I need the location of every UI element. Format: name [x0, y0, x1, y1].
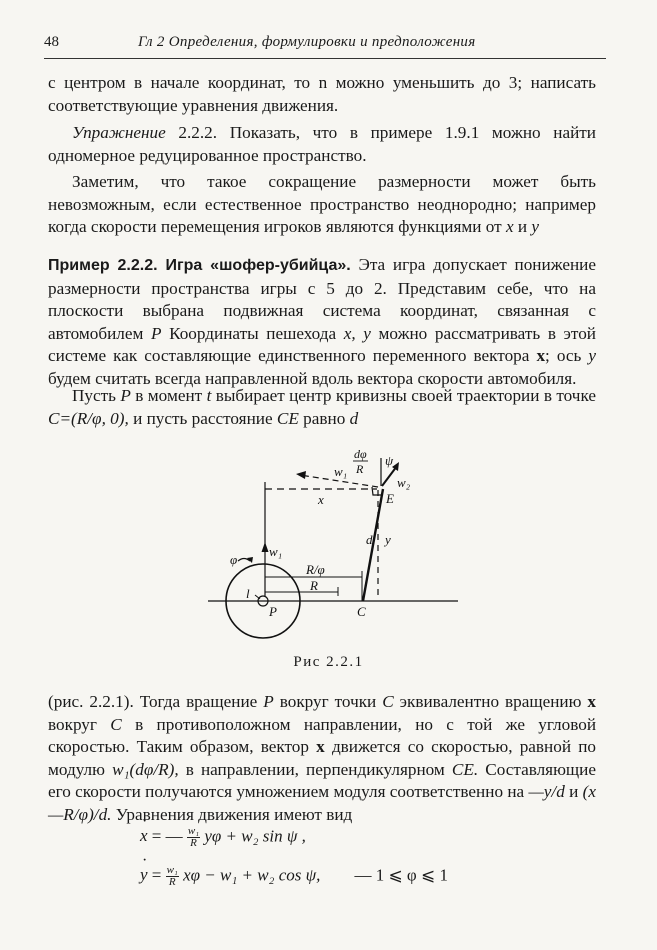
- p4-xbold: x: [536, 346, 546, 365]
- label-w1-top: w₁: [334, 464, 348, 479]
- p6-comp2: (x—R/φ)/d.: [48, 782, 596, 824]
- exercise-text: 2.2.2. Показать, что в примере 1.9.1 можно найти одномерное редуцированное пространство.: [48, 123, 596, 165]
- eq2-rest: xφ − w₁ + w₂ cos ψ,: [178, 865, 321, 885]
- page-number: 48: [44, 34, 59, 50]
- p5-t: t: [206, 386, 212, 405]
- p4-t4: ; ось: [545, 346, 589, 365]
- eq1-rest: yφ + w₂ sin ψ ,: [200, 826, 306, 846]
- label-psi: ψ: [385, 453, 394, 468]
- p4-t5: будем считать всегда направленной вдоль вектора скорости автомобиля.: [48, 368, 577, 388]
- running-title: Гл 2 Определения, формулировки и предположения: [138, 34, 476, 50]
- eq1-frac-den: R: [190, 837, 197, 849]
- p6-t6: движется со скоростью, равной по модулю: [48, 737, 596, 779]
- w1-arrow: [262, 542, 269, 552]
- label-R-over-phi: R/φ: [306, 562, 325, 577]
- p6-t5: в противоположном направлении, но с той же угловой скоростью. Таким образом, вектор: [48, 714, 597, 756]
- figure-2-2-1: [200, 440, 540, 650]
- eq1-fraction: [187, 826, 200, 849]
- eq1-eqsign: = —: [147, 826, 187, 846]
- p6-comp1: —y/d: [528, 782, 565, 801]
- example-paragraph: [48, 254, 596, 390]
- eq2-constraint: — 1 ⩽ φ ⩽ 1: [354, 865, 448, 885]
- right-angle-mark: [372, 487, 381, 495]
- label-w1-left: w₁: [269, 544, 283, 559]
- p6-t10: Уравнения движения имеют вид: [111, 804, 353, 824]
- p4-t3: можно рассматривать в этой системе как составляющие единственного переменного вектора: [48, 323, 597, 365]
- p5-t3: выбирает центр кривизны своей траектории в точке: [211, 386, 596, 405]
- p6-t9: и: [564, 782, 583, 801]
- w2-arrow-line: [382, 466, 397, 486]
- p3-and: и: [513, 217, 532, 236]
- figure-caption: Рис 2.2.1: [293, 654, 364, 670]
- p6-C: C: [382, 692, 394, 711]
- label-R: R: [310, 578, 318, 593]
- velocity-arrowhead: [296, 471, 306, 479]
- p4-t2: Координаты пешехода: [161, 323, 344, 343]
- label-C: C: [357, 604, 366, 619]
- eq2-frac-num: w₁: [166, 864, 178, 876]
- eq2-frac-den: R: [168, 876, 176, 888]
- label-phi-arc: φ: [230, 552, 238, 567]
- eq2-lhs: · y: [140, 865, 148, 885]
- exercise-paragraph: [48, 122, 596, 167]
- label-R-frac: R: [356, 462, 364, 476]
- p4-y: y: [588, 346, 597, 365]
- eq1-lhs: · x: [140, 826, 148, 846]
- p3-var-x: x: [505, 217, 514, 236]
- p5-C: C=(R/φ, 0),: [48, 408, 129, 428]
- header-rule: [44, 58, 606, 59]
- p3-var-y: y: [531, 217, 540, 236]
- p5-d: d: [349, 408, 359, 428]
- label-x: x: [318, 492, 324, 507]
- p6-t4: вокруг: [48, 714, 111, 734]
- p6-t8: Составляющие его скорости получаются умножением модуля соответственно на: [48, 759, 596, 801]
- p4-P: P: [150, 323, 162, 343]
- paragraph-6: [48, 691, 596, 826]
- p5-P: P: [120, 386, 131, 405]
- p6-xbold: x: [587, 692, 597, 711]
- p6-P: P: [263, 692, 274, 711]
- eq2-fraction: [166, 865, 179, 888]
- paragraph-3: [48, 171, 596, 239]
- p5-t2: в момент: [130, 386, 207, 405]
- p3-text: Заметим, что такое сокращение размерности может быть невозможным, если естественное пространство неоднородно; например когда скорости перемещения игроков являются функциями от: [48, 172, 596, 236]
- label-E: E: [386, 491, 394, 506]
- example-heading: Пример 2.2.2. Игра «шофер-убийца».: [48, 257, 351, 274]
- p6-t7: в направлении, перпендикулярном: [178, 759, 452, 779]
- p5-CE: CE: [276, 408, 299, 428]
- equation-2: [140, 865, 448, 888]
- p5-t4: и пусть расстояние: [128, 408, 277, 428]
- exercise-label: Упражнение: [72, 123, 166, 142]
- label-d: d: [366, 532, 373, 547]
- p4-t1: Эта игра допускает понижение размерности пространства игры с 5 до 2. Представим себе, что на плоскости выбрана подвижная система координат, связанная с автомобилем: [48, 255, 597, 343]
- label-dphi: dφ: [354, 447, 367, 461]
- equation-1: [140, 826, 306, 849]
- eq1-frac-num: w₁: [187, 825, 200, 837]
- p5-t1: Пусть: [72, 386, 121, 405]
- eq2-eqsign: =: [147, 865, 166, 885]
- label-l: l: [246, 586, 250, 601]
- p6-C2: C: [110, 714, 122, 734]
- p6-CE: CE.: [451, 759, 479, 779]
- paragraph-5: [48, 385, 596, 430]
- p6-t2: вокруг точки: [273, 692, 383, 711]
- p4-xy: x, y: [343, 323, 371, 343]
- p6-xbold2: x: [316, 737, 325, 756]
- p6-t3: эквивалентно вращению: [393, 692, 588, 711]
- p6-speed: w₁(dφ/R),: [112, 759, 179, 779]
- running-header: [44, 30, 604, 56]
- p6-t1: (рис. 2.2.1). Тогда вращение: [48, 692, 264, 711]
- label-w2: w₂: [397, 475, 411, 490]
- label-y: y: [385, 532, 391, 547]
- p5-t5: равно: [298, 408, 350, 428]
- paragraph-1: с центром в начале координат, то n можно уменьшить до 3; написать соответствующие уравнения движения.: [48, 73, 596, 115]
- label-P: P: [269, 604, 277, 619]
